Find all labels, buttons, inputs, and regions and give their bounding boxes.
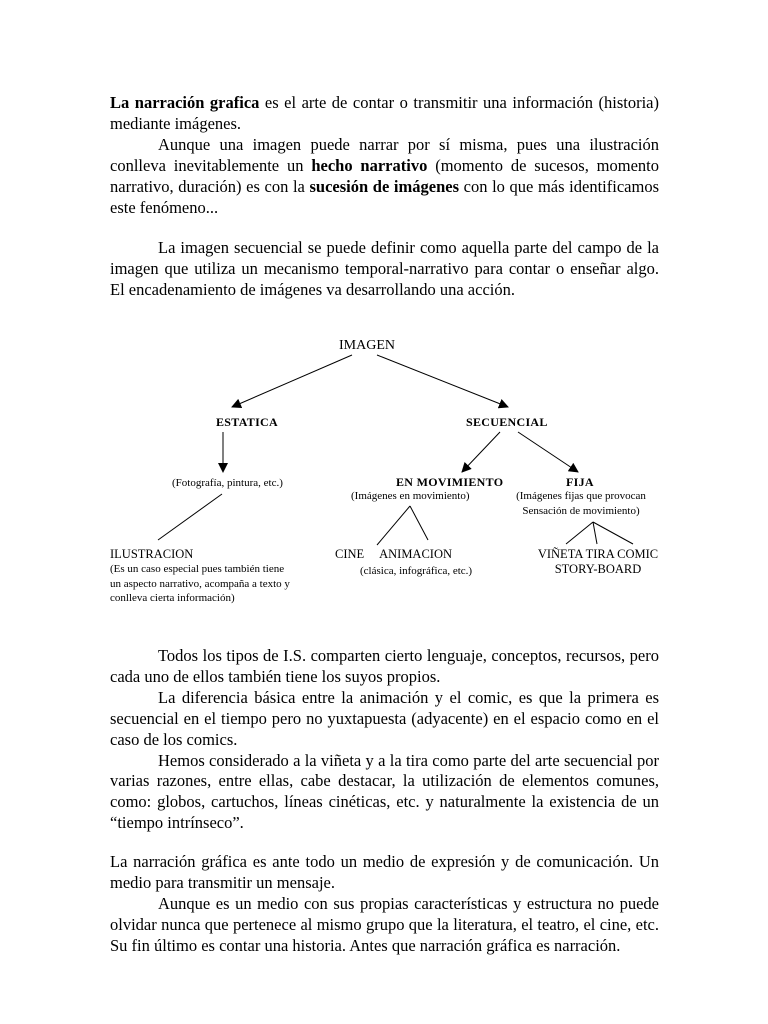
node-animacion-note: (clásica, infográfica, etc.) [360, 565, 473, 577]
node-ilustracion-note [110, 562, 290, 606]
text-span: Aunque una imagen puede narrar por sí misma, pues una ilustración conlleva inevitablemente un [110, 134, 659, 175]
definition-paragraph: La imagen secuencial se puede definir como aquella parte del campo de la imagen que utiliza un mecanismo temporal-narrativo para contar o enseñar algo. El encadenamiento de imágenes va desarrollando una acción. [110, 238, 659, 299]
node-vineta [526, 547, 670, 577]
line-to-tira [593, 522, 597, 544]
term-hecho-narrativo: hecho narrativo [311, 155, 428, 175]
conclusion-paragraph-1: La narración gráfica es ante todo un medio de expresión y de comunicación. Un medio para transmitir un mensaje. [110, 852, 659, 892]
line-to-cine [377, 506, 410, 545]
node-fija-note [503, 489, 659, 518]
intro-text: es el arte de contar o transmitir una información (historia) mediante imágenes. [110, 93, 659, 133]
node-cine-animacion: CINE ANIMACION [335, 547, 453, 561]
intro-paragraph [110, 93, 659, 135]
conclusion-section [110, 852, 659, 957]
comparison-paragraph-3: Hemos considerado a la viñeta y a la tira como parte del arte secuencial por varias razones, entre ellas, cabe destacar, la utilización de elementos comunes, como: globos, cartuchos, líneas cinéticas, etc. y naturalmente la existencia de un “tiempo intrínseco”. [110, 750, 659, 833]
arrow-secuencial-fija [518, 432, 578, 472]
arrow-imagen-estatica [232, 355, 352, 407]
ilustracion-note-line-2: un aspecto narrativo, acompaña a texto y [110, 577, 290, 590]
fija-note-line-2: Sensación de movimiento) [522, 504, 640, 517]
node-en-movimiento: EN MOVIMIENTO [396, 475, 504, 489]
definition-section [110, 238, 659, 301]
node-ilustracion: ILUSTRACION [110, 547, 194, 561]
line-to-vineta [566, 522, 593, 544]
node-fija: FIJA [566, 475, 594, 489]
text-span: (momento de sucesos, momento narrativo, duración) es con la [110, 155, 660, 196]
comparison-paragraph-2: La diferencia básica entre la animación y el comic, es que la primera es secuencial en el tiempo pero no yuxtapuesta (adyacente) en el espacio como en el caso de los comics. [110, 687, 659, 749]
intro-section [110, 93, 659, 218]
term-narracion-grafica: La narración grafica [110, 93, 260, 112]
fija-note-line-1: (Imágenes fijas que provocan [516, 490, 646, 502]
line-to-comic [593, 522, 633, 544]
node-secuencial: SECUENCIAL [466, 415, 548, 429]
line-to-animacion [410, 506, 428, 540]
node-estatica-note: (Fotografía, pintura, etc.) [172, 477, 283, 489]
line-to-ilustracion [158, 494, 222, 540]
node-estatica: ESTATICA [216, 415, 278, 429]
comparison-section [110, 646, 659, 834]
text-span: con lo que más identificamos este fenómeno... [110, 176, 659, 217]
node-imagen: IMAGEN [339, 338, 395, 353]
ilustracion-note-line-1: (Es un caso especial pues también tiene [110, 563, 285, 575]
comparison-paragraph-1: Todos los tipos de I.S. comparten cierto lenguaje, conceptos, recursos, pero cada uno de ellos también tiene los suyos propios. [110, 646, 659, 686]
conclusion-paragraph-2: Aunque es un medio con sus propias características y estructura no puede olvidar nunca que pertenece al mismo grupo que la literatura, el teatro, el cine, etc. Su fin último es contar una historia. Antes que narración gráfica es narración. [110, 893, 659, 955]
term-sucesion-imagenes: sucesión de imágenes [309, 176, 459, 196]
ilustracion-note-line-3: conlleva cierta información) [110, 592, 235, 604]
arrow-secuencial-movimiento [462, 432, 500, 472]
second-paragraph [110, 135, 659, 219]
node-en-movimiento-note: (Imágenes en movimiento) [351, 490, 470, 502]
storyboard-label: STORY-BOARD [554, 562, 642, 576]
arrow-imagen-secuencial [377, 355, 508, 407]
vineta-label: VIÑETA TIRA COMIC [537, 547, 659, 561]
